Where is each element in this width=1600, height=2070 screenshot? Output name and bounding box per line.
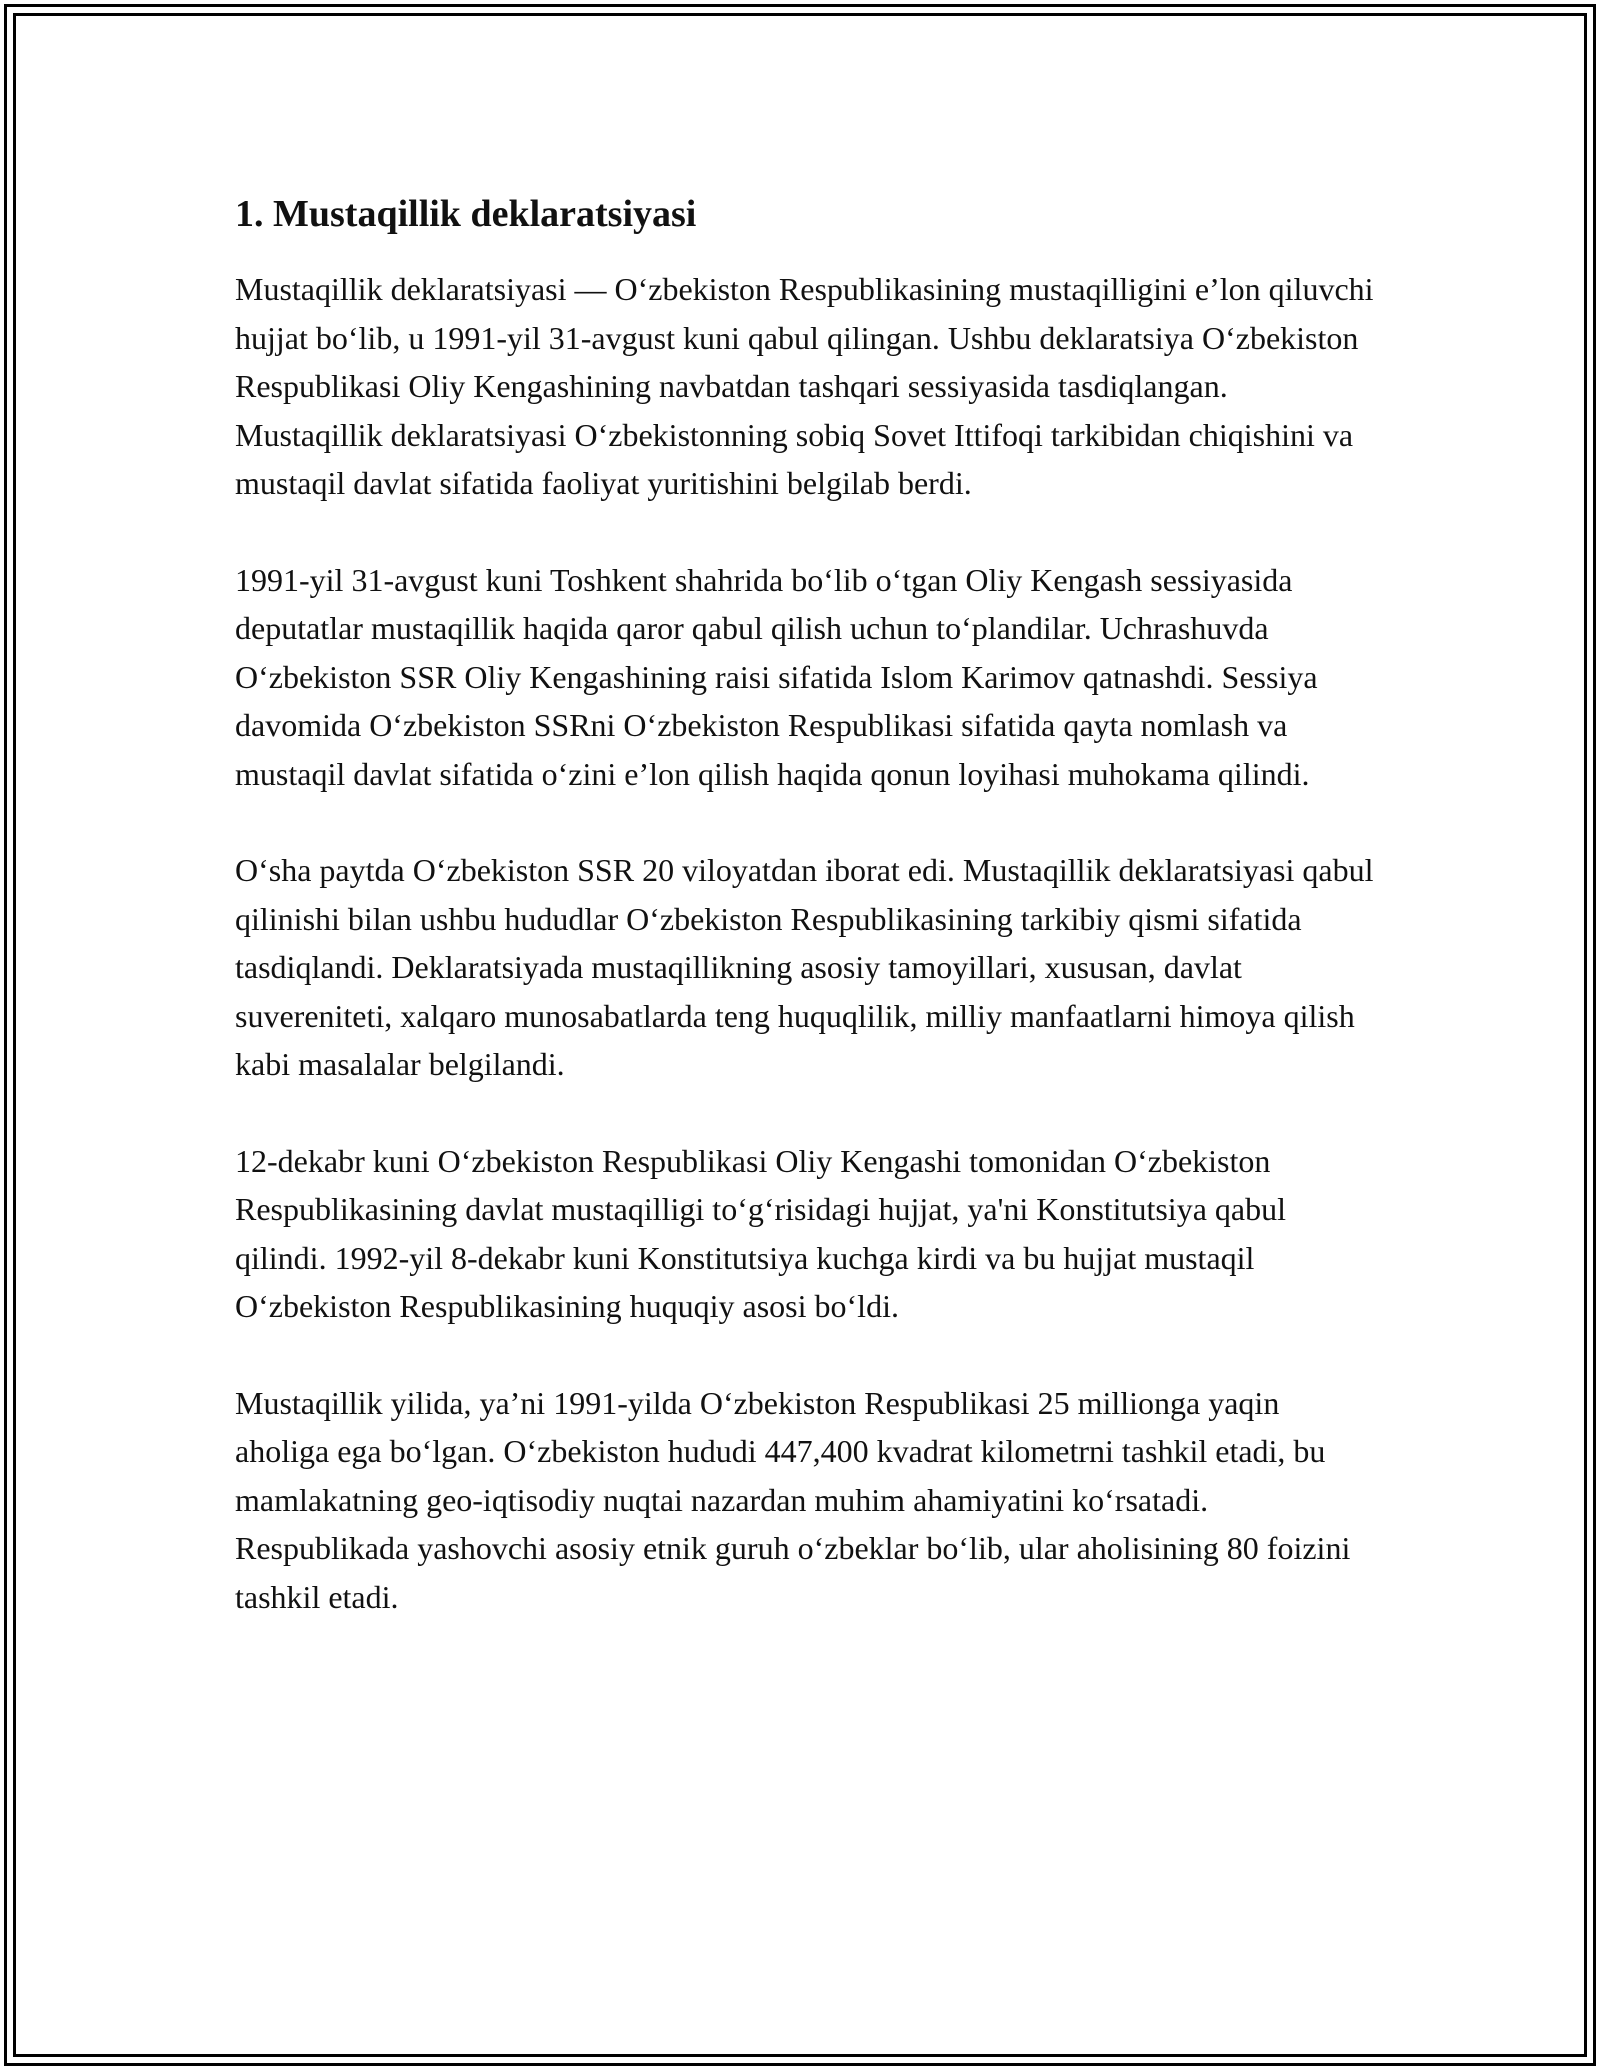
paragraph-regions-principles: O‘sha paytda O‘zbekiston SSR 20 viloyatdan iborat edi. Mustaqillik deklaratsiyasi qabul qilinishi bilan ushbu hududlar O‘zbekiston Respublikasining tarkibiy qismi sifatida tasdiqlandi. Deklaratsiyada mustaqillikning asosiy tamoyillari, xususan, davlat suvereniteti, xalqaro munosabatlarda teng huquqlilik, milliy manfaatlarni himoya qilish kabi masalalar belgilandi.: [235, 852, 1374, 1082]
section-heading: 1. Mustaqillik deklaratsiyasi: [235, 193, 697, 235]
paragraph-council-session: 1991-yil 31-avgust kuni Toshkent shahrida bo‘lib o‘tgan Oliy Kengash sessiyasida deputatlar mustaqillik haqida qaror qabul qilish uchun to‘plandilar. Uchrashuvda O‘zbekiston SSR Oliy Kengashining raisi sifatida Islom Karimov qatnashdi. Sessiya davomida O‘zbekiston SSRni O‘zbekiston Respublikasi sifatida qayta nomlash va mustaqil davlat sifatida o‘zini e’lon qilish haqida qonun loyihasi muhokama qilindi.: [235, 561, 1318, 792]
paragraph-declaration-overview: Mustaqillik deklaratsiyasi — O‘zbekiston Respublikasining mustaqilligini e’lon qiluvchi hujjat bo‘lib, u 1991-yil 31-avgust kuni qabul qilingan. Ushbu deklaratsiya O‘zbekiston Respublikasi Oliy Kengashining navbatdan tashqari sessiyasida tasdiqlangan. Mustaqillik deklaratsiyasi O‘zbekistonning sobiq Sovet Ittifoqi tarkibidan chiqishini va mustaqil davlat sifatida faoliyat yuritishini belgilab berdi.: [235, 271, 1374, 501]
paragraph-population-territory: Mustaqillik yilida, ya’ni 1991-yilda O‘zbekiston Respublikasi 25 millionga yaqin aholiga ega bo‘lgan. O‘zbekiston hududi 447,400 kvadrat kilometrni tashkil etadi, bu mamlakatning geo-iqtisodiy nuqtai nazardan muhim ahamiyatini ko‘rsatadi. Respublikada yashovchi asosiy etnik guruh o‘zbeklar bo‘lib, ular aholisining 80 foizini tashkil etadi.: [235, 1384, 1351, 1615]
document-body: [235, 185, 1375, 1669]
paragraph-constitution: 12-dekabr kuni O‘zbekiston Respublikasi Oliy Kengashi tomonidan O‘zbekiston Respublikasining davlat mustaqilligi to‘g‘risidagi hujjat, ya'ni Konstitutsiya qabul qilindi. 1992-yil 8-dekabr kuni Konstitutsiya kuchga kirdi va bu hujjat mustaqil O‘zbekiston Respublikasining huquqiy asosi bo‘ldi.: [235, 1142, 1286, 1324]
